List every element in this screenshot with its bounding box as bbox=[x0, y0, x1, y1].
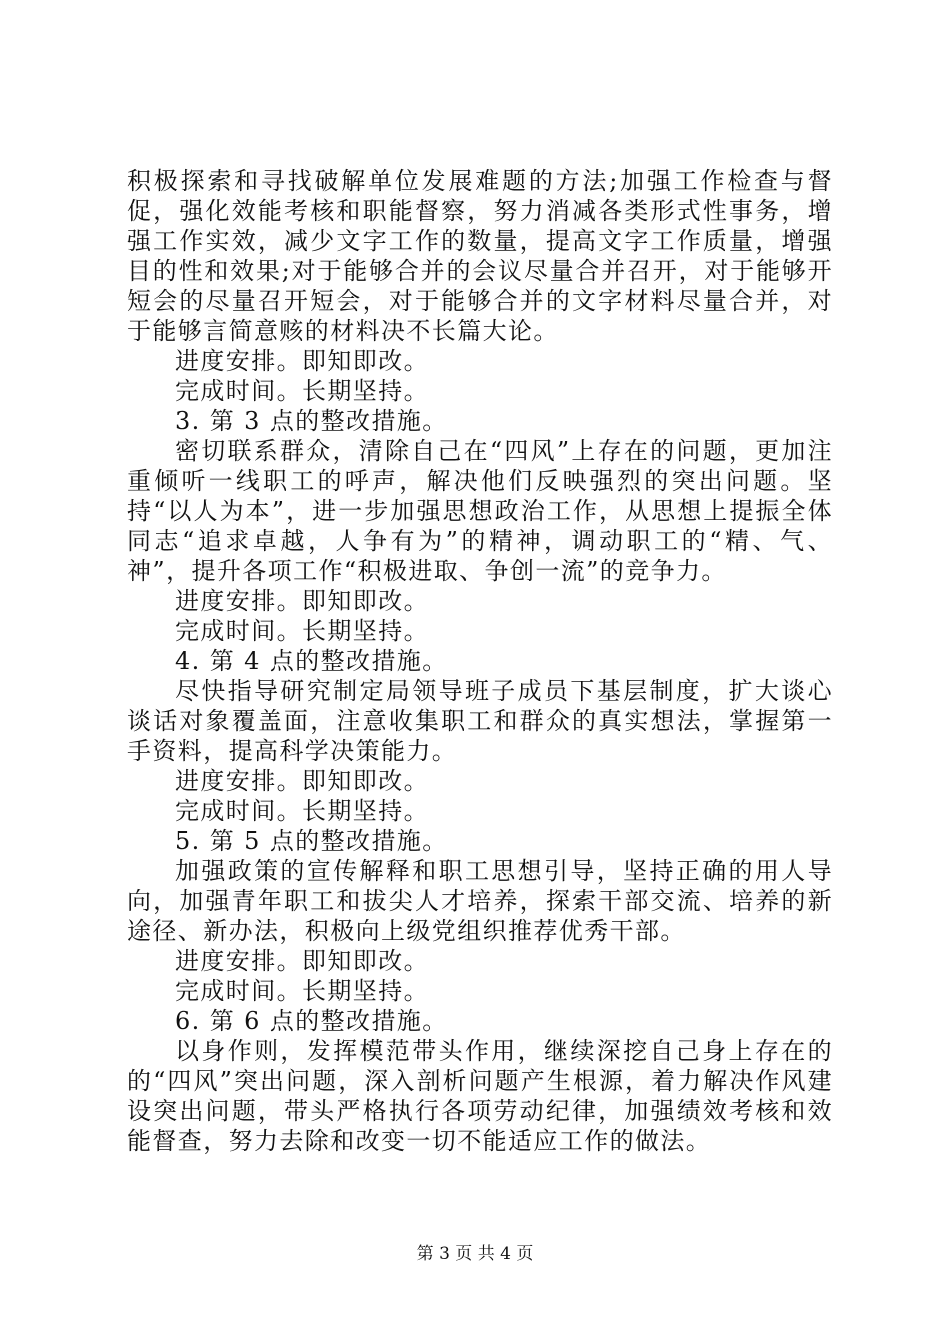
schedule-line: 进度安排。即知即改。 bbox=[175, 767, 429, 795]
completion-line: 完成时间。长期坚持。 bbox=[175, 977, 429, 1005]
paragraph-continuation: 积极探索和寻找破解单位发展难题的方法;加强工作检查与督促，强化效能考核和职能督察，努力消减各类形式性事务，增强工作实效，减少文字工作的数量，提高文字工作质量，增强目的性和效果;对于能够合并的会议尽量合并召开，对于能够开短会的尽量召开短会，对于能够合并的文字材料尽量合并，对于能够言简意赅的材料决不长篇大论。 bbox=[127, 167, 833, 345]
document-body bbox=[127, 166, 833, 1156]
schedule-line: 进度安排。即知即改。 bbox=[175, 947, 429, 975]
paragraph-measure-4: 尽快指导研究制定局领导班子成员下基层制度，扩大谈心谈话对象覆盖面，注意收集职工和群众的真实想法，掌握第一手资料，提高科学决策能力。 bbox=[127, 677, 833, 765]
page-footer: 第 3 页 共 4 页 bbox=[416, 1244, 534, 1264]
completion-line: 完成时间。长期坚持。 bbox=[175, 617, 429, 645]
section-heading: 3. 第 3 点的整改措施。 bbox=[175, 407, 448, 435]
section-heading: 4. 第 4 点的整改措施。 bbox=[175, 647, 448, 675]
completion-line: 完成时间。长期坚持。 bbox=[175, 797, 429, 825]
schedule-line: 进度安排。即知即改。 bbox=[175, 587, 429, 615]
paragraph-measure-6: 以身作则，发挥模范带头作用，继续深挖自己身上存在的的“四风”突出问题，深入剖析问题产生根源，着力解决作风建设突出问题，带头严格执行各项劳动纪律，加强绩效考核和效能督查，努力去除和改变一切不能适应工作的做法。 bbox=[127, 1037, 833, 1155]
section-heading: 5. 第 5 点的整改措施。 bbox=[175, 827, 448, 855]
paragraph-measure-5: 加强政策的宣传解释和职工思想引导，坚持正确的用人导向，加强青年职工和拔尖人才培养，探索干部交流、培养的新途径、新办法，积极向上级党组织推荐优秀干部。 bbox=[127, 857, 833, 945]
section-heading: 6. 第 6 点的整改措施。 bbox=[175, 1007, 448, 1035]
schedule-line: 进度安排。即知即改。 bbox=[175, 347, 429, 375]
paragraph-measure-3: 密切联系群众，清除自己在“四风”上存在的问题，更加注重倾听一线职工的呼声，解决他们反映强烈的突出问题。坚持“以人为本”，进一步加强思想政治工作，从思想上提振全体同志“追求卓越，人争有为”的精神，调动职工的“精、气、神”，提升各项工作“积极进取、争创一流”的竞争力。 bbox=[127, 437, 833, 585]
completion-line: 完成时间。长期坚持。 bbox=[175, 377, 429, 405]
